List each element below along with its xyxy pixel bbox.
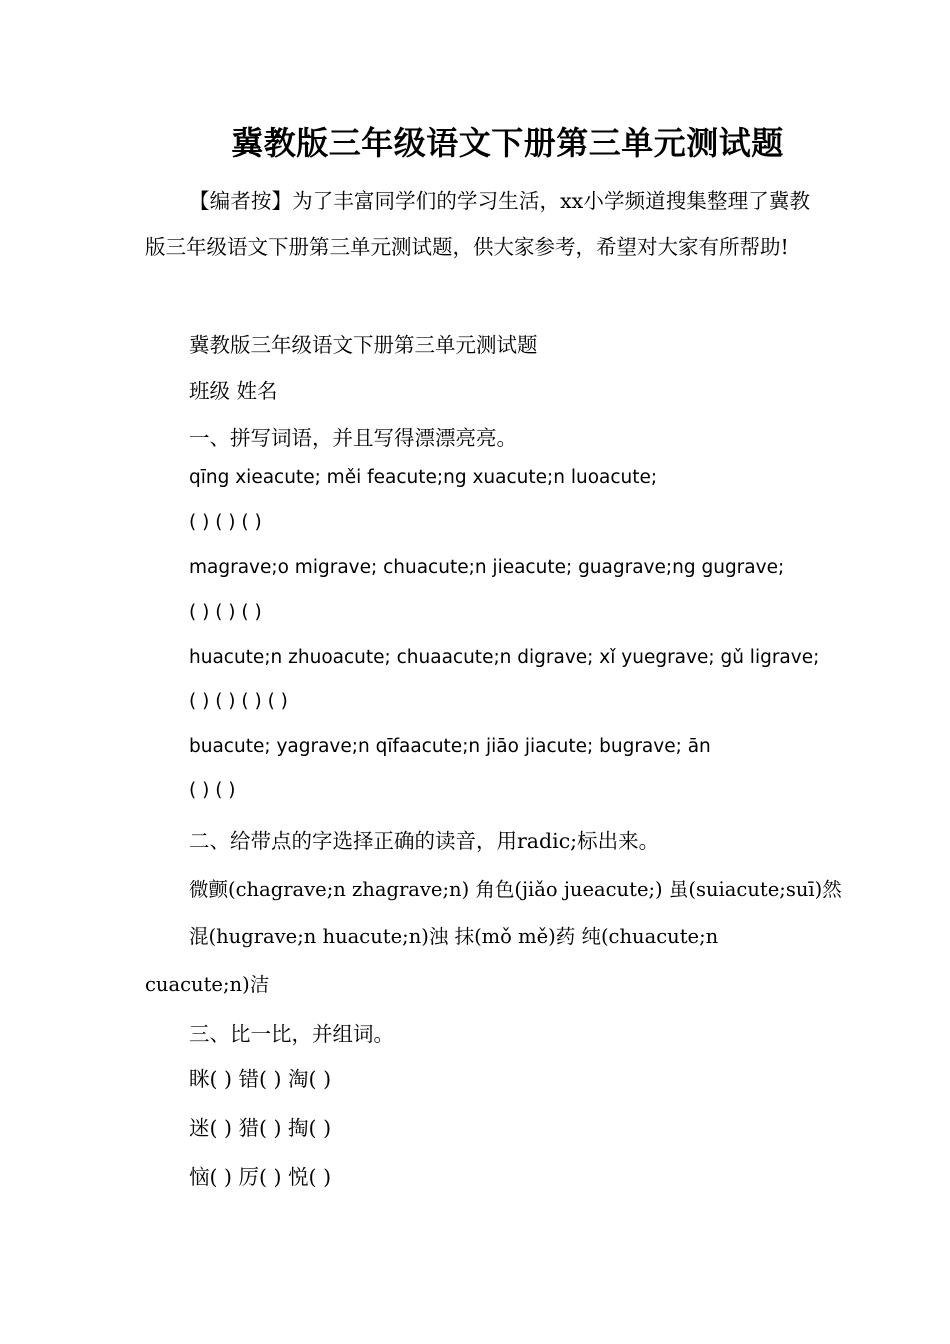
blanks-row-1: ( ) ( ) ( ) <box>189 512 262 533</box>
class-name-line: 班级 姓名 <box>189 379 278 403</box>
compare-row-3: 恼( ) 厉( ) 悦( ) <box>189 1165 332 1189</box>
section3-heading: 三、比一比，并组词。 <box>189 1022 394 1046</box>
editor-note: 【编者按】为了丰富同学们的学习生活，xx小学频道搜集整理了冀教版三年级语文下册第三单元测试题，供大家参考，希望对大家有所帮助! <box>145 189 810 259</box>
pinyin-row-2: magrave;o migrave; chuacute;n jieacute; guagrave;ng gugrave; <box>189 557 785 578</box>
section1-heading: 一、拼写词语，并且写得漂漂亮亮。 <box>189 426 517 450</box>
section2-heading: 二、给带点的字选择正确的读音，用radic;标出来。 <box>189 829 660 853</box>
pinyin-row-4: buacute; yagrave;n qīfaacute;n jiāo jiacute; bugrave; ān <box>189 736 711 757</box>
pinyin-row-1: qīng xieacute; měi feacute;ng xuacute;n luoacute; <box>189 467 658 488</box>
compare-row-1: 眯( ) 错( ) 淘( ) <box>189 1067 332 1091</box>
document-title: 冀教版三年级语文下册第三单元测试题 <box>231 124 784 162</box>
blanks-row-3: ( ) ( ) ( ) ( ) <box>189 691 288 712</box>
section2-line-1: 微颤(chagrave;n zhagrave;n) 角色(jiǎo jueacute;) 虽(suiacute;suī)然 <box>189 878 842 901</box>
pinyin-row-3: huacute;n zhuoacute; chuaacute;n digrave; xǐ yuegrave; gǔ ligrave; <box>189 647 820 668</box>
blanks-row-2: ( ) ( ) ( ) <box>189 602 262 623</box>
section2-line-2: 混(hugrave;n huacute;n)浊 抹(mǒ mě)药 纯(chuacute;n cuacute;n)洁 <box>145 925 719 996</box>
compare-row-2: 迷( ) 猎( ) 掏( ) <box>189 1116 332 1140</box>
subtitle: 冀教版三年级语文下册第三单元测试题 <box>189 333 538 357</box>
blanks-row-4: ( ) ( ) <box>189 780 236 801</box>
